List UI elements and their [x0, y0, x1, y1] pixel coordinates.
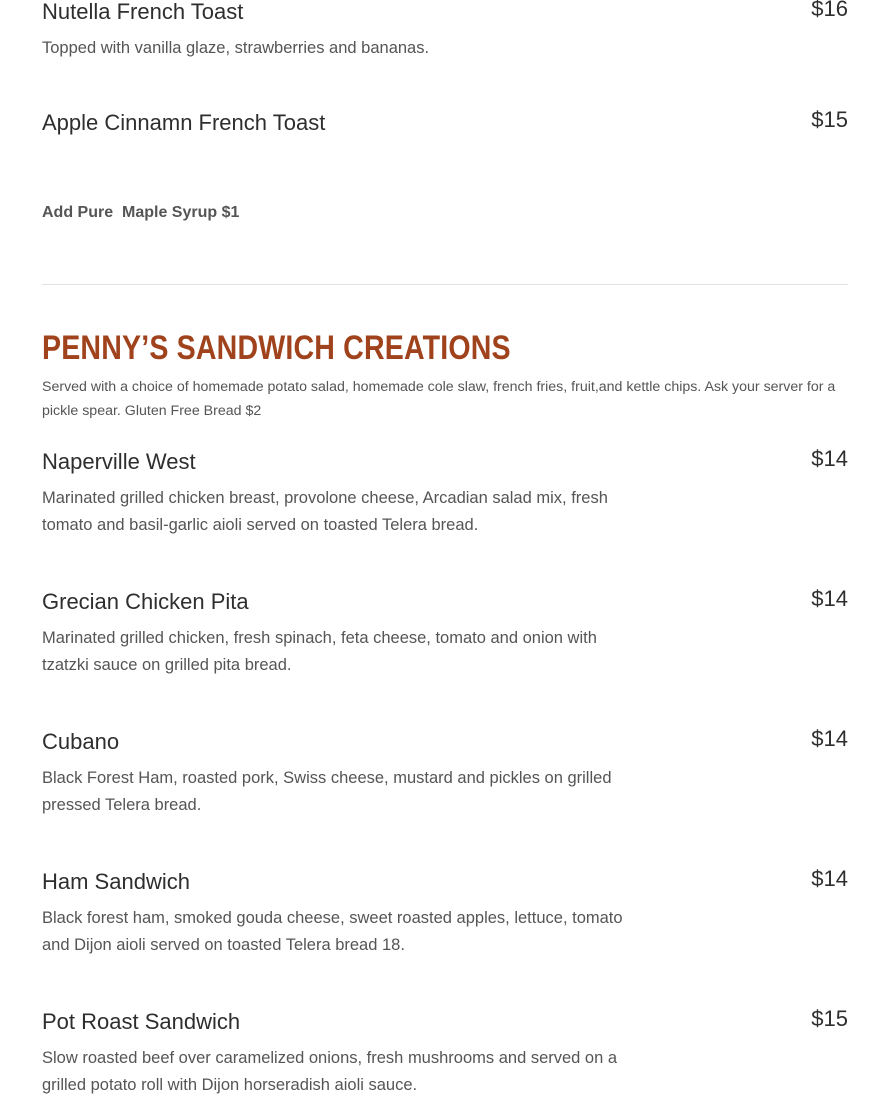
menu-item-name: Cubano: [42, 729, 120, 754]
menu-item-price: $15: [811, 1006, 848, 1031]
menu-item-description: Slow roasted beef over caramelized onions, fresh mushrooms and served on a grilled potato roll with Dijon horseradish aioli sauce.: [42, 1049, 618, 1094]
menu-item-name: Grecian Chicken Pita: [42, 589, 249, 614]
menu-page: [42, 0, 848, 1108]
menu-item-description: Black Forest Ham, roasted pork, Swiss cheese, mustard and pickles on grilled pressed Telera bread.: [42, 769, 612, 814]
menu-item-price: $14: [811, 446, 848, 471]
menu-item-description: Marinated grilled chicken breast, provolone cheese, Arcadian salad mix, fresh tomato and basil-garlic aioli served on toasted Telera bread.: [42, 489, 608, 534]
menu-item-price: $14: [811, 586, 848, 611]
menu-item-name: Apple Cinnamn French Toast: [42, 110, 326, 135]
menu-item-name: Ham Sandwich: [42, 869, 190, 894]
menu-item-name: Nutella French Toast: [42, 0, 244, 24]
menu-item-description: Marinated grilled chicken, fresh spinach, feta cheese, tomato and onion with tzatzki sauce on grilled pita bread.: [42, 629, 597, 674]
menu-item-price: $16: [811, 0, 848, 21]
section-description: Served with a choice of homemade potato salad, homemade cole slaw, french fries, fruit,and kettle chips. Ask your server for a pickle spear. Gluten Free Bread $2: [42, 379, 836, 419]
section-title: PENNY’S SANDWICH CREATIONS: [42, 329, 511, 367]
menu-item-price: $15: [811, 107, 848, 132]
section-divider: [42, 284, 848, 285]
menu-item-description: Black forest ham, smoked gouda cheese, sweet roasted apples, lettuce, tomato and Dijon aioli served on toasted Telera bread 18.: [42, 909, 623, 954]
addon-note: Add Pure Maple Syrup $1: [42, 204, 240, 221]
menu-item-name: Pot Roast Sandwich: [42, 1009, 241, 1034]
menu-item-name: Naperville West: [42, 449, 196, 474]
menu-item-price: $14: [811, 866, 848, 891]
menu-item-description: Topped with vanilla glaze, strawberries and bananas.: [42, 39, 430, 57]
menu-item-price: $14: [811, 726, 848, 751]
